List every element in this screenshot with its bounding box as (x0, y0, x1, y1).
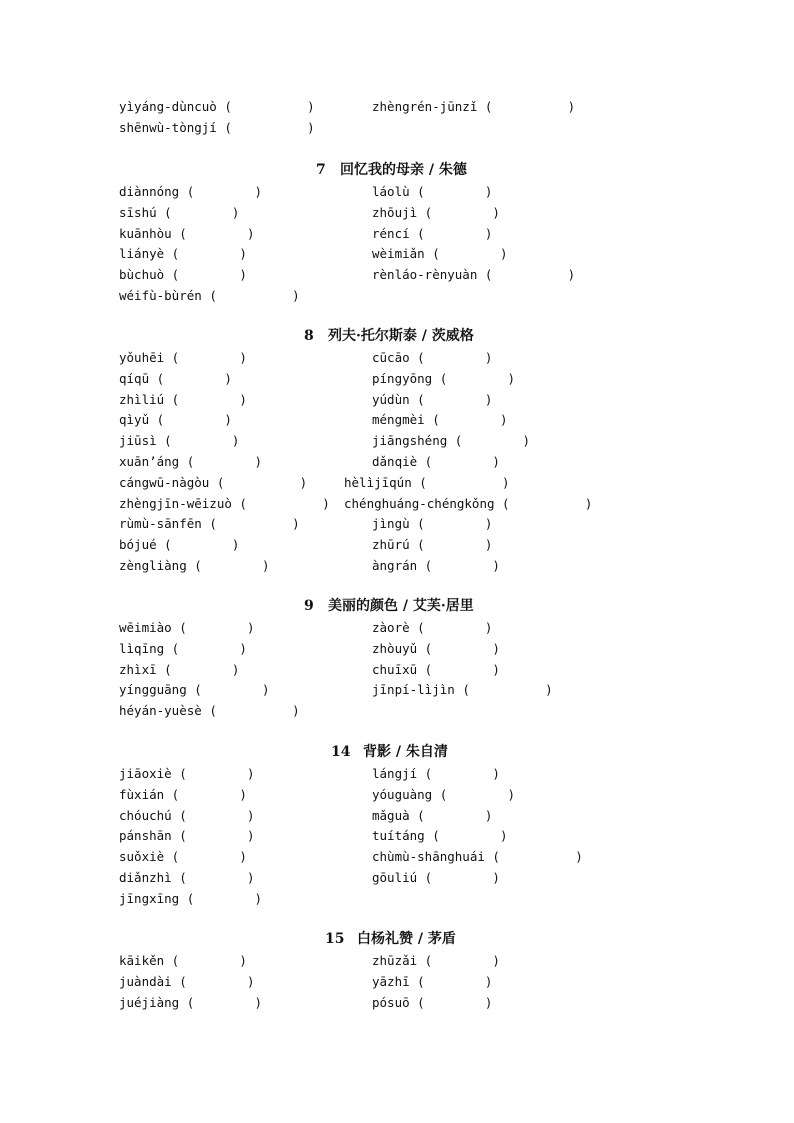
answer-blank[interactable]: ( ) (149, 412, 232, 428)
pinyin-word: jīngxīng (119, 890, 180, 906)
pinyin-word: zhìxī (119, 661, 157, 677)
answer-blank[interactable]: ( ) (149, 370, 232, 386)
lesson-number: 8 (304, 328, 314, 344)
vocab-entry-left (119, 347, 247, 369)
vocab-entry-left (119, 971, 254, 993)
vocab-entry-left (119, 763, 254, 785)
answer-blank[interactable]: ( ) (424, 828, 508, 844)
pinyin-word: jiāngshéng (372, 433, 448, 449)
answer-blank[interactable]: ( ) (171, 225, 255, 241)
answer-blank[interactable]: ( ) (409, 620, 493, 635)
answer-blank[interactable]: ( ) (417, 204, 500, 220)
answer-blank[interactable]: ( ) (484, 849, 583, 865)
pinyin-word: bójué (119, 537, 157, 553)
answer-blank[interactable]: ( ) (216, 99, 315, 114)
answer-blank[interactable]: ( ) (186, 558, 270, 573)
vocab-row (0, 243, 794, 264)
vocab-entry-right (372, 409, 507, 431)
pinyin-word: chóuchú (119, 807, 172, 823)
pinyin-word: zhìliú (119, 391, 165, 407)
vocab-row (0, 389, 794, 410)
vocab-row (0, 493, 794, 514)
answer-blank[interactable]: ( ) (477, 267, 576, 283)
answer-blank[interactable]: ( ) (454, 682, 553, 698)
vocab-row (0, 347, 794, 368)
vocab-entry-left (119, 846, 247, 868)
answer-blank[interactable]: ( ) (447, 433, 531, 449)
pinyin-word: zhèngrén-jūnzǐ (372, 99, 478, 114)
vocab-row (0, 202, 794, 223)
lesson-heading (0, 325, 794, 347)
pinyin-word: diǎnzhì (119, 870, 172, 885)
answer-blank[interactable]: ( ) (432, 786, 516, 802)
vocab-row (0, 534, 794, 555)
vocab-entry-left (119, 243, 247, 265)
vocab-entry-left (119, 96, 315, 118)
answer-blank[interactable]: ( ) (156, 433, 240, 449)
answer-blank[interactable]: ( ) (409, 516, 493, 532)
pinyin-word: kāikěn (119, 953, 165, 968)
vocab-entry-right (372, 784, 515, 806)
vocab-entry-right (372, 513, 492, 535)
vocab-entry-right (344, 493, 592, 515)
answer-blank[interactable]: ( ) (171, 766, 255, 781)
vocab-entry-left (119, 784, 247, 806)
vocab-entry-left (119, 409, 232, 431)
vocab-entry-right (372, 992, 492, 1014)
vocab-entry-right (372, 825, 507, 847)
vocab-entry-left (119, 472, 307, 494)
vocab-entry-right (372, 264, 575, 286)
lesson-number: 9 (304, 598, 314, 614)
answer-blank[interactable]: ( ) (231, 495, 330, 511)
vocab-entry-left (119, 534, 239, 556)
pinyin-word: jìngù (372, 516, 410, 532)
pinyin-word: zhūzǎi (372, 953, 418, 968)
vocab-entry-right (372, 867, 500, 889)
vocab-row (0, 451, 794, 472)
answer-blank[interactable]: ( ) (171, 620, 255, 635)
lesson-title: 背影 / 朱自清 (363, 744, 448, 760)
lesson-number: 14 (331, 744, 351, 760)
vocab-row (0, 805, 794, 826)
answer-blank[interactable]: ( ) (209, 474, 308, 490)
pinyin-word: lángjí (372, 766, 418, 781)
vocab-entry-right (372, 638, 500, 660)
answer-blank[interactable]: ( ) (201, 288, 300, 303)
answer-blank[interactable]: ( ) (417, 454, 500, 469)
vocab-row (0, 285, 794, 306)
answer-blank[interactable]: ( ) (164, 953, 247, 968)
pinyin-word: cūcāo (372, 350, 410, 365)
pinyin-word: pósuō (372, 994, 410, 1010)
vocab-entry-right (372, 679, 553, 701)
pinyin-word: yāzhī (372, 973, 410, 989)
pinyin-word: píngyōng (372, 370, 433, 386)
pinyin-word: láolù (372, 184, 410, 199)
vocab-entry-right (344, 472, 510, 494)
vocab-entry-right (372, 617, 492, 639)
answer-blank[interactable]: ( ) (417, 558, 500, 573)
lesson-title: 回忆我的母亲 / 朱德 (340, 162, 467, 178)
vocab-entry-right (372, 846, 583, 868)
answer-blank[interactable]: ( ) (409, 537, 493, 553)
answer-blank[interactable]: ( ) (156, 204, 240, 220)
vocab-row (0, 555, 794, 576)
answer-blank[interactable]: ( ) (494, 495, 593, 511)
answer-blank[interactable]: ( ) (409, 391, 493, 407)
pinyin-word: pánshān (119, 828, 172, 844)
vocab-row (0, 430, 794, 451)
vocab-entry-right (372, 950, 500, 972)
pinyin-word: qìyǔ (119, 412, 150, 428)
vocab-entry-left (119, 867, 254, 889)
pinyin-word: yǒuhēi (119, 350, 165, 365)
pinyin-word: diànnóng (119, 184, 180, 199)
pinyin-word: jiāoxiè (119, 766, 172, 781)
answer-blank[interactable]: ( ) (201, 703, 300, 719)
pinyin-word: zèngliàng (119, 558, 187, 573)
pinyin-word: dǎnqiè (372, 454, 418, 469)
vocab-entry-right (372, 805, 492, 827)
pinyin-word: suǒxiè (119, 849, 165, 865)
vocab-entry-left (119, 117, 315, 139)
pinyin-word: réncí (372, 225, 410, 241)
pinyin-word: tuítáng (372, 828, 425, 844)
pinyin-word: àngrán (372, 558, 418, 573)
vocab-row (0, 117, 794, 138)
answer-blank[interactable]: ( ) (179, 184, 263, 199)
pinyin-word: fùxián (119, 786, 165, 802)
vocab-row (0, 950, 794, 971)
answer-blank[interactable]: ( ) (417, 870, 500, 885)
pinyin-word: chuīxū (372, 661, 418, 677)
vocab-row (0, 96, 794, 117)
vocab-row (0, 617, 794, 638)
pinyin-word: chénghuáng-chéngkǒng (344, 495, 495, 511)
answer-blank[interactable]: ( ) (409, 184, 493, 199)
answer-blank[interactable]: ( ) (409, 350, 493, 365)
vocab-row (0, 513, 794, 534)
vocab-row (0, 181, 794, 202)
vocab-entry-left (119, 659, 239, 681)
vocab-row (0, 368, 794, 389)
pinyin-word: yóuguàng (372, 786, 433, 802)
vocab-entry-right (372, 659, 500, 681)
lesson-heading (0, 595, 794, 617)
pinyin-word: wēimiào (119, 620, 172, 635)
pinyin-word: xuān’áng (119, 454, 180, 469)
pinyin-word: bùchuò (119, 267, 165, 283)
vocab-entry-right (372, 763, 500, 785)
vocab-entry-left (119, 513, 300, 535)
vocab-entry-left (119, 679, 270, 701)
vocab-row (0, 784, 794, 805)
vocab-entry-right (372, 534, 492, 556)
vocab-entry-right (372, 243, 507, 265)
answer-blank[interactable]: ( ) (164, 267, 247, 283)
pinyin-word: zhèngjīn-wēizuò (119, 495, 232, 511)
answer-blank[interactable]: ( ) (411, 474, 510, 490)
vocab-entry-left (119, 223, 254, 245)
pinyin-word: zàorè (372, 620, 410, 635)
answer-blank[interactable]: ( ) (179, 890, 263, 906)
answer-blank[interactable]: ( ) (171, 973, 255, 989)
answer-blank[interactable]: ( ) (179, 994, 263, 1010)
vocab-entry-left (119, 888, 262, 910)
vocab-entry-left (119, 202, 239, 224)
pinyin-word: juàndài (119, 973, 172, 989)
answer-blank[interactable]: ( ) (164, 849, 247, 865)
vocab-entry-left (119, 825, 254, 847)
answer-blank[interactable]: ( ) (186, 682, 270, 698)
vocab-row (0, 763, 794, 784)
vocab-row (0, 638, 794, 659)
vocab-row (0, 700, 794, 721)
lesson-heading (0, 928, 794, 950)
pinyin-word: sīshú (119, 204, 157, 220)
vocab-row (0, 679, 794, 700)
pinyin-word: wèimiǎn (372, 246, 425, 262)
pinyin-word: mǎguà (372, 807, 410, 823)
pinyin-word: shēnwù-tòngjí (119, 119, 217, 135)
answer-blank[interactable]: ( ) (409, 807, 493, 823)
vocab-entry-right (372, 430, 530, 452)
lesson-title: 列夫·托尔斯泰 / 茨威格 (328, 328, 474, 344)
pinyin-word: qíqū (119, 370, 150, 386)
vocab-row (0, 825, 794, 846)
answer-blank[interactable]: ( ) (164, 786, 247, 802)
lesson-heading (0, 159, 794, 181)
vocab-entry-left (119, 950, 247, 972)
vocab-entry-left (119, 451, 262, 473)
vocab-entry-right (372, 368, 515, 390)
lesson-number: 7 (316, 162, 326, 178)
answer-blank[interactable]: ( ) (201, 516, 300, 532)
vocab-entry-left (119, 992, 262, 1014)
vocab-row (0, 659, 794, 680)
pinyin-word: rènláo-rènyuàn (372, 267, 478, 283)
answer-blank[interactable]: ( ) (432, 370, 516, 386)
answer-blank[interactable]: ( ) (409, 994, 493, 1010)
pinyin-word: yìyáng-dùncuò (119, 99, 217, 114)
vocab-row (0, 409, 794, 430)
pinyin-word: lìqīng (119, 640, 165, 656)
answer-blank[interactable]: ( ) (171, 828, 255, 844)
answer-blank[interactable]: ( ) (171, 870, 255, 885)
pinyin-word: jīnpí-lìjìn (372, 682, 455, 698)
pinyin-word: yíngguāng (119, 682, 187, 698)
answer-blank[interactable]: ( ) (164, 246, 247, 262)
vocab-row (0, 867, 794, 888)
vocab-entry-left (119, 264, 247, 286)
vocab-entry-left (119, 617, 254, 639)
vocab-entry-left (119, 389, 247, 411)
answer-blank[interactable]: ( ) (171, 807, 255, 823)
vocab-row (0, 971, 794, 992)
pinyin-word: méngmèi (372, 412, 425, 428)
pinyin-word: jiūsì (119, 433, 157, 449)
lesson-title: 白杨礼赞 / 茅盾 (357, 931, 456, 947)
vocab-row (0, 223, 794, 244)
answer-blank[interactable]: ( ) (156, 537, 240, 553)
vocab-entry-left (119, 430, 239, 452)
answer-blank[interactable]: ( ) (409, 225, 493, 241)
answer-blank[interactable]: ( ) (417, 766, 500, 781)
pinyin-word: rùmù-sānfēn (119, 516, 202, 532)
answer-blank[interactable]: ( ) (164, 640, 247, 656)
vocab-entry-left (119, 638, 247, 660)
answer-blank[interactable]: ( ) (216, 119, 315, 135)
pinyin-word: zhōujì (372, 204, 418, 220)
lesson-number: 15 (325, 931, 345, 947)
vocab-entry-left (119, 805, 254, 827)
pinyin-word: kuānhòu (119, 225, 172, 241)
vocab-entry-left (119, 493, 330, 515)
lesson-heading (0, 741, 794, 763)
vocab-entry-right (372, 181, 492, 203)
vocab-entry-left (119, 368, 232, 390)
vocab-row (0, 888, 794, 909)
answer-blank[interactable]: ( ) (424, 246, 508, 262)
answer-blank[interactable]: ( ) (417, 953, 500, 968)
vocab-entry-right (372, 389, 492, 411)
lesson-title: 美丽的颜色 / 艾芙·居里 (328, 598, 474, 614)
answer-blank[interactable]: ( ) (164, 391, 247, 407)
vocab-row (0, 264, 794, 285)
pinyin-word: zhòuyǔ (372, 640, 418, 656)
vocab-entry-left (119, 181, 262, 203)
pinyin-word: gōuliú (372, 870, 418, 885)
vocab-entry-left (119, 700, 300, 722)
answer-blank[interactable]: ( ) (477, 99, 576, 114)
vocab-entry-left (119, 285, 300, 307)
answer-blank[interactable]: ( ) (424, 412, 508, 428)
pinyin-word: cángwū-nàgòu (119, 474, 210, 490)
pinyin-word: zhūrú (372, 537, 410, 553)
vocab-row (0, 472, 794, 493)
vocab-entry-right (372, 96, 575, 118)
vocab-entry-right (372, 451, 500, 473)
pinyin-word: liányè (119, 246, 165, 262)
vocab-entry-right (372, 347, 492, 369)
answer-blank[interactable]: ( ) (179, 454, 263, 469)
vocab-entry-right (372, 202, 500, 224)
pinyin-word: héyán-yuèsè (119, 703, 202, 719)
vocab-row (0, 992, 794, 1013)
vocab-entry-right (372, 971, 492, 993)
pinyin-word: chùmù-shānghuái (372, 849, 485, 865)
vocab-entry-right (372, 555, 500, 577)
pinyin-word: hèlìjīqún (344, 474, 412, 490)
pinyin-word: yúdùn (372, 391, 410, 407)
pinyin-word: juéjiàng (119, 994, 180, 1010)
vocab-row (0, 846, 794, 867)
answer-blank[interactable]: ( ) (417, 661, 500, 677)
answer-blank[interactable]: ( ) (164, 350, 247, 365)
vocab-entry-left (119, 555, 270, 577)
vocab-entry-right (372, 223, 492, 245)
pinyin-word: wéifù-bùrén (119, 288, 202, 303)
answer-blank[interactable]: ( ) (409, 973, 493, 989)
answer-blank[interactable]: ( ) (156, 661, 240, 677)
answer-blank[interactable]: ( ) (417, 640, 500, 656)
